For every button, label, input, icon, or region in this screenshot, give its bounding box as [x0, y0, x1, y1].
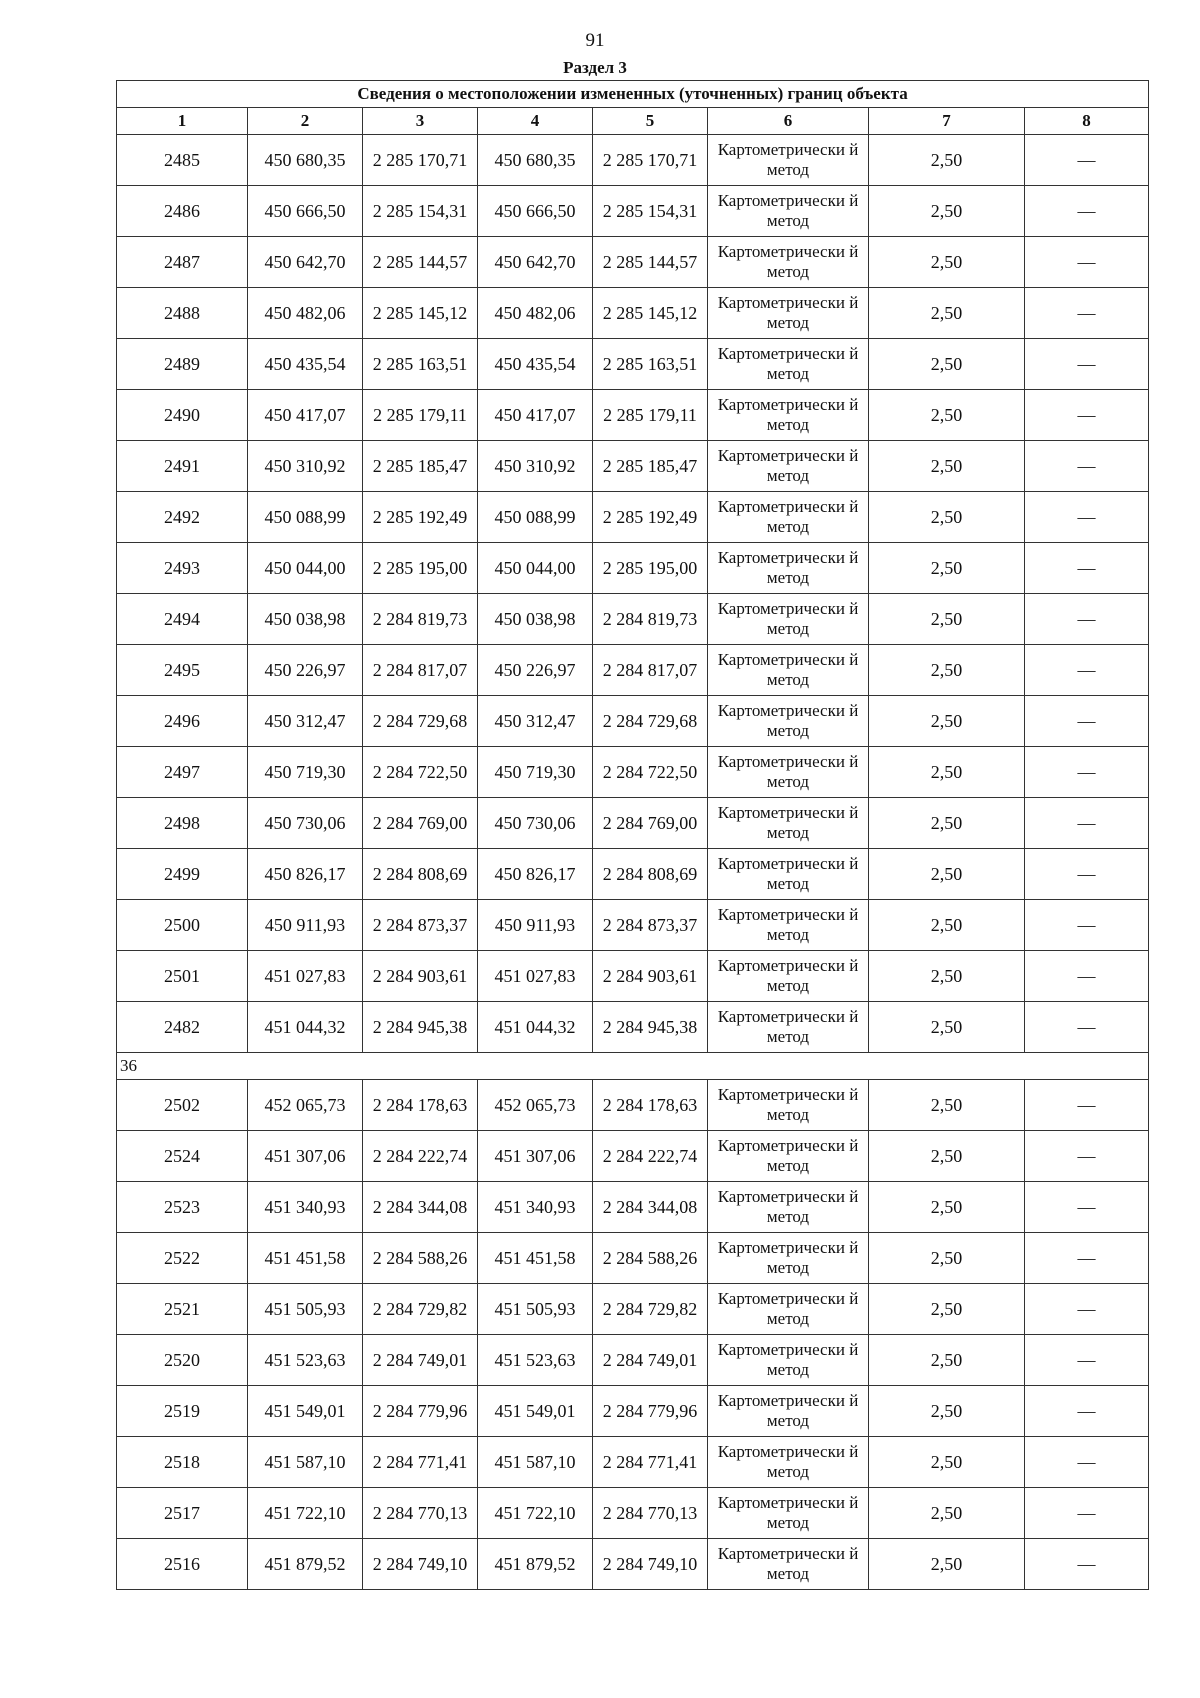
y-coordinate-old: 2 284 749,10: [363, 1539, 478, 1590]
point-description: —: [1025, 135, 1149, 186]
table-row: [117, 237, 1149, 288]
x-coordinate-old: 451 879,52: [248, 1539, 363, 1590]
accuracy-value: 2,50: [869, 1335, 1025, 1386]
determination-method: Картометрически й метод: [708, 186, 869, 237]
x-coordinate-new: 451 879,52: [478, 1539, 593, 1590]
point-description: —: [1025, 747, 1149, 798]
accuracy-value: 2,50: [869, 747, 1025, 798]
y-coordinate-old: 2 285 163,51: [363, 339, 478, 390]
determination-method: Картометрически й метод: [708, 237, 869, 288]
determination-method: Картометрически й метод: [708, 798, 869, 849]
point-number: 2524: [117, 1131, 248, 1182]
accuracy-value: 2,50: [869, 1284, 1025, 1335]
point-number: 2482: [117, 1002, 248, 1053]
accuracy-value: 2,50: [869, 1539, 1025, 1590]
column-header: 5: [593, 108, 708, 135]
point-number: 2518: [117, 1437, 248, 1488]
y-coordinate-old: 2 284 749,01: [363, 1335, 478, 1386]
point-description: —: [1025, 951, 1149, 1002]
table-row: [117, 1437, 1149, 1488]
y-coordinate-new: 2 284 222,74: [593, 1131, 708, 1182]
y-coordinate-old: 2 284 779,96: [363, 1386, 478, 1437]
y-coordinate-old: 2 284 770,13: [363, 1488, 478, 1539]
point-description: —: [1025, 594, 1149, 645]
accuracy-value: 2,50: [869, 645, 1025, 696]
point-number: 2497: [117, 747, 248, 798]
y-coordinate-old: 2 285 170,71: [363, 135, 478, 186]
table-row: [117, 339, 1149, 390]
determination-method: Картометрически й метод: [708, 441, 869, 492]
y-coordinate-old: 2 285 145,12: [363, 288, 478, 339]
table-row: [117, 594, 1149, 645]
x-coordinate-old: 451 523,63: [248, 1335, 363, 1386]
y-coordinate-new: 2 284 817,07: [593, 645, 708, 696]
y-coordinate-old: 2 284 222,74: [363, 1131, 478, 1182]
y-coordinate-old: 2 285 192,49: [363, 492, 478, 543]
x-coordinate-old: 450 826,17: [248, 849, 363, 900]
accuracy-value: 2,50: [869, 849, 1025, 900]
column-header: 3: [363, 108, 478, 135]
y-coordinate-new: 2 284 945,38: [593, 1002, 708, 1053]
accuracy-value: 2,50: [869, 951, 1025, 1002]
accuracy-value: 2,50: [869, 1182, 1025, 1233]
page-number: 91: [585, 30, 605, 51]
x-coordinate-old: 451 027,83: [248, 951, 363, 1002]
y-coordinate-new: 2 284 873,37: [593, 900, 708, 951]
accuracy-value: 2,50: [869, 288, 1025, 339]
y-coordinate-new: 2 285 179,11: [593, 390, 708, 441]
accuracy-value: 2,50: [869, 1233, 1025, 1284]
point-description: —: [1025, 1488, 1149, 1539]
point-description: —: [1025, 1131, 1149, 1182]
table-row: [117, 543, 1149, 594]
table-row: [117, 441, 1149, 492]
table-row: [117, 1131, 1149, 1182]
determination-method: Картометрически й метод: [708, 1335, 869, 1386]
table-row: [117, 1335, 1149, 1386]
y-coordinate-new: 2 285 185,47: [593, 441, 708, 492]
point-description: —: [1025, 1437, 1149, 1488]
x-coordinate-new: 450 312,47: [478, 696, 593, 747]
point-description: —: [1025, 237, 1149, 288]
point-number: 2523: [117, 1182, 248, 1233]
x-coordinate-new: 451 587,10: [478, 1437, 593, 1488]
point-number: 2499: [117, 849, 248, 900]
table-row: [117, 288, 1149, 339]
x-coordinate-old: 451 044,32: [248, 1002, 363, 1053]
table-row: [117, 1080, 1149, 1131]
accuracy-value: 2,50: [869, 135, 1025, 186]
point-description: —: [1025, 543, 1149, 594]
x-coordinate-new: 451 027,83: [478, 951, 593, 1002]
point-description: —: [1025, 1182, 1149, 1233]
y-coordinate-new: 2 284 770,13: [593, 1488, 708, 1539]
y-coordinate-new: 2 284 344,08: [593, 1182, 708, 1233]
x-coordinate-old: 451 307,06: [248, 1131, 363, 1182]
table-header-row: [117, 108, 1149, 135]
x-coordinate-old: 450 312,47: [248, 696, 363, 747]
table-row: [117, 1002, 1149, 1053]
point-number: 2516: [117, 1539, 248, 1590]
column-header: 6: [708, 108, 869, 135]
y-coordinate-old: 2 284 344,08: [363, 1182, 478, 1233]
accuracy-value: 2,50: [869, 492, 1025, 543]
y-coordinate-new: 2 285 154,31: [593, 186, 708, 237]
x-coordinate-new: 451 722,10: [478, 1488, 593, 1539]
y-coordinate-new: 2 284 588,26: [593, 1233, 708, 1284]
y-coordinate-old: 2 284 729,82: [363, 1284, 478, 1335]
contour-group-row: [117, 1053, 1149, 1080]
y-coordinate-new: 2 284 749,10: [593, 1539, 708, 1590]
point-description: —: [1025, 390, 1149, 441]
table-row: [117, 951, 1149, 1002]
point-description: —: [1025, 696, 1149, 747]
point-number: 2502: [117, 1080, 248, 1131]
accuracy-value: 2,50: [869, 237, 1025, 288]
column-header: 1: [117, 108, 248, 135]
y-coordinate-new: 2 284 779,96: [593, 1386, 708, 1437]
accuracy-value: 2,50: [869, 696, 1025, 747]
point-number: 2490: [117, 390, 248, 441]
determination-method: Картометрически й метод: [708, 1386, 869, 1437]
y-coordinate-old: 2 284 808,69: [363, 849, 478, 900]
x-coordinate-new: 450 044,00: [478, 543, 593, 594]
point-description: —: [1025, 1080, 1149, 1131]
point-description: —: [1025, 1284, 1149, 1335]
accuracy-value: 2,50: [869, 1437, 1025, 1488]
table-row: [117, 696, 1149, 747]
point-number: 2492: [117, 492, 248, 543]
determination-method: Картометрически й метод: [708, 339, 869, 390]
determination-method: Картометрически й метод: [708, 900, 869, 951]
table-row: [117, 390, 1149, 441]
y-coordinate-old: 2 284 819,73: [363, 594, 478, 645]
determination-method: Картометрически й метод: [708, 1539, 869, 1590]
point-number: 2519: [117, 1386, 248, 1437]
table-row: [117, 900, 1149, 951]
x-coordinate-new: 451 044,32: [478, 1002, 593, 1053]
x-coordinate-new: 451 307,06: [478, 1131, 593, 1182]
determination-method: Картометрически й метод: [708, 594, 869, 645]
accuracy-value: 2,50: [869, 798, 1025, 849]
boundary-coordinates-table: [116, 80, 1149, 1590]
accuracy-value: 2,50: [869, 1386, 1025, 1437]
y-coordinate-new: 2 284 722,50: [593, 747, 708, 798]
x-coordinate-new: 451 505,93: [478, 1284, 593, 1335]
x-coordinate-new: 450 435,54: [478, 339, 593, 390]
point-description: —: [1025, 900, 1149, 951]
table-row: [117, 1539, 1149, 1590]
y-coordinate-old: 2 285 185,47: [363, 441, 478, 492]
determination-method: Картометрически й метод: [708, 390, 869, 441]
accuracy-value: 2,50: [869, 339, 1025, 390]
determination-method: Картометрически й метод: [708, 1131, 869, 1182]
table-row: [117, 747, 1149, 798]
determination-method: Картометрически й метод: [708, 1284, 869, 1335]
section-title: Раздел 3: [563, 58, 627, 77]
x-coordinate-old: 450 730,06: [248, 798, 363, 849]
y-coordinate-old: 2 284 945,38: [363, 1002, 478, 1053]
point-number: 2520: [117, 1335, 248, 1386]
determination-method: Картометрически й метод: [708, 288, 869, 339]
accuracy-value: 2,50: [869, 543, 1025, 594]
table-body: [117, 135, 1149, 1590]
y-coordinate-new: 2 285 163,51: [593, 339, 708, 390]
y-coordinate-old: 2 284 873,37: [363, 900, 478, 951]
table-row: [117, 1386, 1149, 1437]
y-coordinate-old: 2 284 903,61: [363, 951, 478, 1002]
accuracy-value: 2,50: [869, 441, 1025, 492]
point-description: —: [1025, 1233, 1149, 1284]
y-coordinate-old: 2 284 771,41: [363, 1437, 478, 1488]
point-number: 2494: [117, 594, 248, 645]
accuracy-value: 2,50: [869, 1488, 1025, 1539]
x-coordinate-new: 451 523,63: [478, 1335, 593, 1386]
x-coordinate-old: 451 549,01: [248, 1386, 363, 1437]
determination-method: Картометрически й метод: [708, 951, 869, 1002]
x-coordinate-old: 450 310,92: [248, 441, 363, 492]
point-description: —: [1025, 1386, 1149, 1437]
y-coordinate-new: 2 284 819,73: [593, 594, 708, 645]
y-coordinate-old: 2 285 154,31: [363, 186, 478, 237]
y-coordinate-new: 2 284 808,69: [593, 849, 708, 900]
x-coordinate-new: 450 417,07: [478, 390, 593, 441]
accuracy-value: 2,50: [869, 594, 1025, 645]
x-coordinate-new: 450 826,17: [478, 849, 593, 900]
point-number: 2501: [117, 951, 248, 1002]
determination-method: Картометрически й метод: [708, 1080, 869, 1131]
y-coordinate-new: 2 284 749,01: [593, 1335, 708, 1386]
x-coordinate-new: 450 730,06: [478, 798, 593, 849]
point-number: 2496: [117, 696, 248, 747]
point-number: 2488: [117, 288, 248, 339]
table-row: [117, 1182, 1149, 1233]
accuracy-value: 2,50: [869, 1002, 1025, 1053]
x-coordinate-old: 451 722,10: [248, 1488, 363, 1539]
x-coordinate-old: 450 226,97: [248, 645, 363, 696]
y-coordinate-new: 2 284 729,82: [593, 1284, 708, 1335]
y-coordinate-new: 2 284 729,68: [593, 696, 708, 747]
y-coordinate-new: 2 285 144,57: [593, 237, 708, 288]
x-coordinate-new: 450 719,30: [478, 747, 593, 798]
accuracy-value: 2,50: [869, 1080, 1025, 1131]
x-coordinate-new: 452 065,73: [478, 1080, 593, 1131]
x-coordinate-old: 450 482,06: [248, 288, 363, 339]
x-coordinate-new: 450 088,99: [478, 492, 593, 543]
determination-method: Картометрически й метод: [708, 543, 869, 594]
point-number: 2500: [117, 900, 248, 951]
point-description: —: [1025, 1539, 1149, 1590]
y-coordinate-new: 2 285 170,71: [593, 135, 708, 186]
y-coordinate-old: 2 284 729,68: [363, 696, 478, 747]
y-coordinate-old: 2 284 817,07: [363, 645, 478, 696]
y-coordinate-new: 2 285 195,00: [593, 543, 708, 594]
x-coordinate-new: 450 642,70: [478, 237, 593, 288]
y-coordinate-old: 2 284 722,50: [363, 747, 478, 798]
y-coordinate-new: 2 285 145,12: [593, 288, 708, 339]
table-row: [117, 645, 1149, 696]
y-coordinate-new: 2 284 903,61: [593, 951, 708, 1002]
x-coordinate-new: 450 038,98: [478, 594, 593, 645]
point-number: 2498: [117, 798, 248, 849]
table-row: [117, 1488, 1149, 1539]
accuracy-value: 2,50: [869, 186, 1025, 237]
table-row: [117, 492, 1149, 543]
table-caption-row: [117, 81, 1149, 108]
x-coordinate-old: 450 088,99: [248, 492, 363, 543]
column-header: 7: [869, 108, 1025, 135]
x-coordinate-old: 451 505,93: [248, 1284, 363, 1335]
x-coordinate-old: 450 680,35: [248, 135, 363, 186]
point-number: 2522: [117, 1233, 248, 1284]
point-number: 2487: [117, 237, 248, 288]
x-coordinate-old: 451 587,10: [248, 1437, 363, 1488]
y-coordinate-new: 2 285 192,49: [593, 492, 708, 543]
y-coordinate-new: 2 284 178,63: [593, 1080, 708, 1131]
x-coordinate-new: 450 680,35: [478, 135, 593, 186]
contour-number: 36: [117, 1053, 1149, 1080]
determination-method: Картометрически й метод: [708, 1182, 869, 1233]
x-coordinate-new: 450 482,06: [478, 288, 593, 339]
point-description: —: [1025, 1002, 1149, 1053]
determination-method: Картометрически й метод: [708, 747, 869, 798]
determination-method: Картометрически й метод: [708, 1002, 869, 1053]
accuracy-value: 2,50: [869, 900, 1025, 951]
column-header: 8: [1025, 108, 1149, 135]
determination-method: Картометрически й метод: [708, 1233, 869, 1284]
point-description: —: [1025, 1335, 1149, 1386]
point-description: —: [1025, 339, 1149, 390]
determination-method: Картометрически й метод: [708, 849, 869, 900]
point-number: 2489: [117, 339, 248, 390]
y-coordinate-new: 2 284 769,00: [593, 798, 708, 849]
point-description: —: [1025, 645, 1149, 696]
determination-method: Картометрически й метод: [708, 1488, 869, 1539]
x-coordinate-old: 452 065,73: [248, 1080, 363, 1131]
x-coordinate-old: 450 719,30: [248, 747, 363, 798]
table-row: [117, 1284, 1149, 1335]
determination-method: Картометрически й метод: [708, 645, 869, 696]
table-row: [117, 1233, 1149, 1284]
determination-method: Картометрически й метод: [708, 696, 869, 747]
point-description: —: [1025, 288, 1149, 339]
table-row: [117, 798, 1149, 849]
accuracy-value: 2,50: [869, 1131, 1025, 1182]
y-coordinate-old: 2 284 178,63: [363, 1080, 478, 1131]
x-coordinate-old: 451 451,58: [248, 1233, 363, 1284]
y-coordinate-old: 2 285 144,57: [363, 237, 478, 288]
column-header: 2: [248, 108, 363, 135]
accuracy-value: 2,50: [869, 390, 1025, 441]
x-coordinate-old: 450 044,00: [248, 543, 363, 594]
column-header: 4: [478, 108, 593, 135]
x-coordinate-new: 450 310,92: [478, 441, 593, 492]
point-description: —: [1025, 798, 1149, 849]
x-coordinate-new: 450 666,50: [478, 186, 593, 237]
determination-method: Картометрически й метод: [708, 1437, 869, 1488]
point-number: 2495: [117, 645, 248, 696]
y-coordinate-old: 2 284 769,00: [363, 798, 478, 849]
determination-method: Картометрически й метод: [708, 492, 869, 543]
x-coordinate-old: 450 038,98: [248, 594, 363, 645]
point-number: 2485: [117, 135, 248, 186]
table-row: [117, 135, 1149, 186]
point-number: 2493: [117, 543, 248, 594]
x-coordinate-old: 450 417,07: [248, 390, 363, 441]
table-row: [117, 186, 1149, 237]
x-coordinate-new: 450 226,97: [478, 645, 593, 696]
point-number: 2517: [117, 1488, 248, 1539]
point-number: 2491: [117, 441, 248, 492]
x-coordinate-new: 451 340,93: [478, 1182, 593, 1233]
x-coordinate-old: 451 340,93: [248, 1182, 363, 1233]
point-number: 2486: [117, 186, 248, 237]
x-coordinate-new: 450 911,93: [478, 900, 593, 951]
point-description: —: [1025, 849, 1149, 900]
point-description: —: [1025, 186, 1149, 237]
table-row: [117, 849, 1149, 900]
point-description: —: [1025, 492, 1149, 543]
point-number: 2521: [117, 1284, 248, 1335]
point-description: —: [1025, 441, 1149, 492]
x-coordinate-old: 450 666,50: [248, 186, 363, 237]
y-coordinate-old: 2 285 195,00: [363, 543, 478, 594]
y-coordinate-old: 2 285 179,11: [363, 390, 478, 441]
x-coordinate-old: 450 435,54: [248, 339, 363, 390]
table-caption: Сведения о местоположении измененных (уточненных) границ объекта: [117, 81, 1149, 108]
y-coordinate-old: 2 284 588,26: [363, 1233, 478, 1284]
x-coordinate-new: 451 549,01: [478, 1386, 593, 1437]
determination-method: Картометрически й метод: [708, 135, 869, 186]
x-coordinate-old: 450 911,93: [248, 900, 363, 951]
x-coordinate-new: 451 451,58: [478, 1233, 593, 1284]
y-coordinate-new: 2 284 771,41: [593, 1437, 708, 1488]
x-coordinate-old: 450 642,70: [248, 237, 363, 288]
